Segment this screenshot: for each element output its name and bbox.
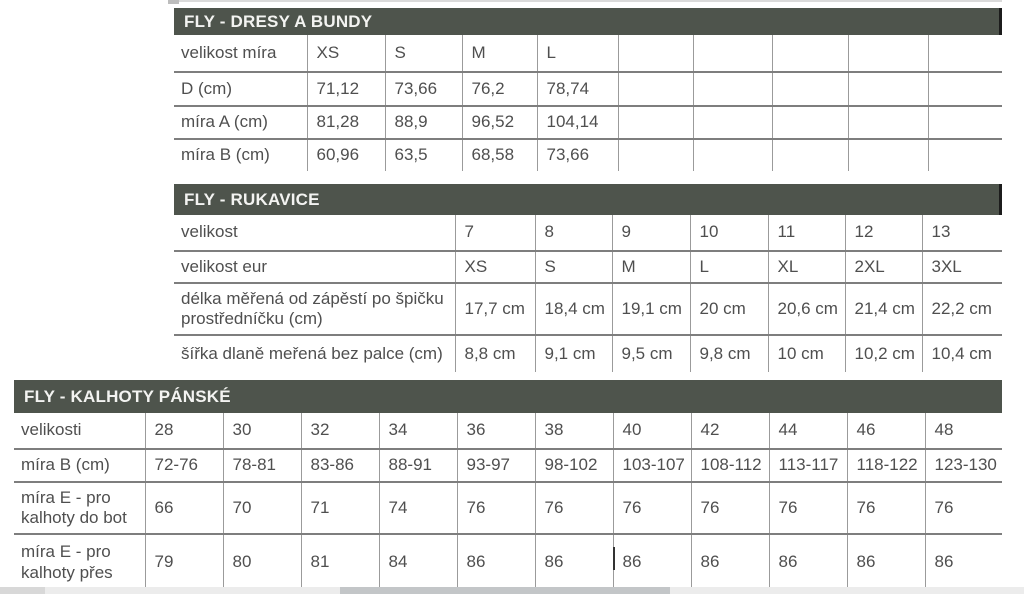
cell <box>618 106 693 139</box>
section-header-kalhoty-panske <box>14 380 1002 413</box>
cell: 80 <box>223 534 301 590</box>
cell: 20,6 cm <box>768 283 845 335</box>
cell: 76 <box>769 482 847 534</box>
cell: L <box>537 35 618 72</box>
cell <box>618 35 693 72</box>
section-header-dresy-a-bundy <box>174 8 1002 35</box>
cell: 22,2 cm <box>922 283 1002 335</box>
cell: 78,74 <box>537 72 618 106</box>
cell <box>693 106 772 139</box>
cell: 86 <box>925 534 1002 590</box>
cell: S <box>535 251 612 283</box>
cell <box>693 139 772 171</box>
cell: 18,4 cm <box>535 283 612 335</box>
cell: 72-76 <box>145 449 223 482</box>
cell <box>772 139 848 171</box>
cell: 9,8 cm <box>690 335 768 372</box>
cell: 12 <box>845 215 922 251</box>
cell: 86 <box>457 534 535 590</box>
section-header-rukavice <box>174 184 1002 215</box>
cell: 30 <box>223 413 301 449</box>
cell: 70 <box>223 482 301 534</box>
table-row <box>14 413 1002 449</box>
cell: 48 <box>925 413 1002 449</box>
cell <box>928 35 1002 72</box>
row-label: míra B (cm) <box>21 455 110 475</box>
cell: 86 <box>613 534 691 590</box>
cell: 76 <box>457 482 535 534</box>
row-label: míra B (cm) <box>181 145 270 165</box>
cell: M <box>462 35 537 72</box>
size-table-dresy-a-bundy <box>174 35 1002 171</box>
cell: 83-86 <box>301 449 379 482</box>
cell <box>772 72 848 106</box>
section-title: FLY - KALHOTY PÁNSKÉ <box>24 386 231 406</box>
table-row <box>14 534 1002 590</box>
section-title: FLY - DRESY A BUNDY <box>184 11 373 31</box>
cell: 10,4 cm <box>922 335 1002 372</box>
cell: 73,66 <box>385 72 462 106</box>
cell: 42 <box>691 413 769 449</box>
cell: 20 cm <box>690 283 768 335</box>
cell: L <box>690 251 768 283</box>
cell: 2XL <box>845 251 922 283</box>
row-label: míra A (cm) <box>181 112 268 132</box>
cell: 40 <box>613 413 691 449</box>
cell <box>928 106 1002 139</box>
top-hairline <box>168 0 1002 2</box>
scrollbar-left-piece <box>0 587 45 594</box>
cell: 17,7 cm <box>455 283 535 335</box>
cell: 8,8 cm <box>455 335 535 372</box>
cell: 93-97 <box>457 449 535 482</box>
cell: 13 <box>922 215 1002 251</box>
cell: 10 <box>690 215 768 251</box>
cell: S <box>385 35 462 72</box>
cell: 9,5 cm <box>612 335 690 372</box>
cell <box>618 139 693 171</box>
cell: M <box>612 251 690 283</box>
cell: 76,2 <box>462 72 537 106</box>
cell: 19,1 cm <box>612 283 690 335</box>
table-row <box>174 335 1002 372</box>
cell <box>928 139 1002 171</box>
cell: 78-81 <box>223 449 301 482</box>
cell: 86 <box>535 534 613 590</box>
cell: 123-130 <box>925 449 1002 482</box>
cell: 98-102 <box>535 449 613 482</box>
cell: 60,96 <box>307 139 385 171</box>
row-label: D (cm) <box>181 78 232 98</box>
table-row <box>174 106 1002 139</box>
cell: 76 <box>535 482 613 534</box>
cell: 7 <box>455 215 535 251</box>
size-table-kalhoty-panske <box>14 413 1002 590</box>
cell <box>848 139 928 171</box>
cell: 63,5 <box>385 139 462 171</box>
cell: 71,12 <box>307 72 385 106</box>
table-row <box>174 139 1002 171</box>
cell: 96,52 <box>462 106 537 139</box>
cell <box>848 72 928 106</box>
row-label: délka měřená od zápěstí po špičku prostředníčku (cm) <box>181 288 444 328</box>
cell <box>928 72 1002 106</box>
cell: 68,58 <box>462 139 537 171</box>
cell: 11 <box>768 215 845 251</box>
cell: 10 cm <box>768 335 845 372</box>
cell: 113-117 <box>769 449 847 482</box>
cell: 86 <box>691 534 769 590</box>
cell: 81 <box>301 534 379 590</box>
cell: 44 <box>769 413 847 449</box>
cell: 46 <box>847 413 925 449</box>
row-label: velikost eur <box>181 256 267 276</box>
cell: 66 <box>145 482 223 534</box>
cell: XS <box>455 251 535 283</box>
cell <box>848 35 928 72</box>
corner-tick <box>168 0 179 4</box>
text-caret <box>613 547 615 570</box>
cell: 71 <box>301 482 379 534</box>
cell <box>772 106 848 139</box>
cell: 88-91 <box>379 449 457 482</box>
cell: 76 <box>691 482 769 534</box>
cell: 21,4 cm <box>845 283 922 335</box>
section-title: FLY - RUKAVICE <box>184 189 320 209</box>
table-row <box>14 482 1002 534</box>
cell: 9,1 cm <box>535 335 612 372</box>
cell: 10,2 cm <box>845 335 922 372</box>
table-row <box>174 251 1002 283</box>
cell: 76 <box>613 482 691 534</box>
cell: 8 <box>535 215 612 251</box>
cell <box>693 35 772 72</box>
row-label: velikosti <box>21 420 82 440</box>
cell: 9 <box>612 215 690 251</box>
row-label: šířka dlaně meřená bez palce (cm) <box>181 343 443 363</box>
table-row <box>174 35 1002 72</box>
cell <box>693 72 772 106</box>
row-label: velikost míra <box>181 42 277 62</box>
cell <box>772 35 848 72</box>
table-row <box>174 215 1002 251</box>
cell: 84 <box>379 534 457 590</box>
cell <box>848 106 928 139</box>
cell: 74 <box>379 482 457 534</box>
cell: 76 <box>847 482 925 534</box>
cell: 28 <box>145 413 223 449</box>
cell: 3XL <box>922 251 1002 283</box>
cell: 73,66 <box>537 139 618 171</box>
cell: 104,14 <box>537 106 618 139</box>
cell: 86 <box>769 534 847 590</box>
cell: 108-112 <box>691 449 769 482</box>
cell: XL <box>768 251 845 283</box>
cell: 34 <box>379 413 457 449</box>
table-row <box>174 72 1002 106</box>
cell <box>618 72 693 106</box>
cell: 81,28 <box>307 106 385 139</box>
cell: 103-107 <box>613 449 691 482</box>
cell: XS <box>307 35 385 72</box>
cell: 79 <box>145 534 223 590</box>
cell: 88,9 <box>385 106 462 139</box>
cell: 32 <box>301 413 379 449</box>
cell: 38 <box>535 413 613 449</box>
row-label: velikost <box>181 222 238 242</box>
cell: 76 <box>925 482 1002 534</box>
size-table-rukavice <box>174 215 1002 372</box>
row-label: míra E - pro kalhoty přes <box>21 542 113 582</box>
horizontal-scrollbar[interactable] <box>0 587 1024 594</box>
cell: 86 <box>847 534 925 590</box>
scrollbar-thumb[interactable] <box>340 587 670 594</box>
cell: 118-122 <box>847 449 925 482</box>
cell: 36 <box>457 413 535 449</box>
row-label: míra E - pro kalhoty do bot <box>21 487 127 527</box>
table-row <box>174 283 1002 335</box>
table-row <box>14 449 1002 482</box>
